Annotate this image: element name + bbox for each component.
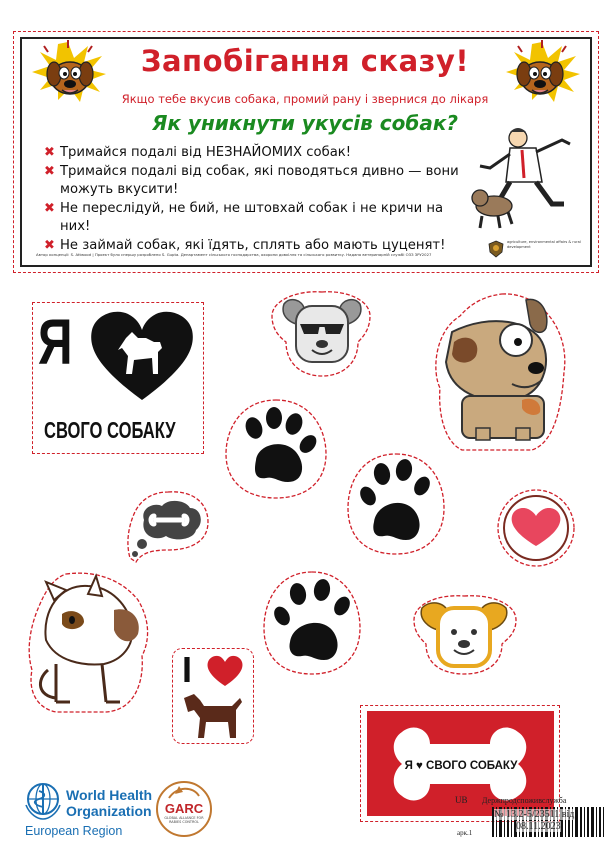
stamp-number: № 13.2-5/23511 від xyxy=(494,809,575,820)
who-name-line2: Organization xyxy=(66,803,152,819)
registration-stamp xyxy=(452,793,609,862)
cool-dog-sticker xyxy=(270,290,374,378)
bone-sticker-text: Я ♥ СВОГО СОБАКУ xyxy=(404,760,518,772)
bull-terrier-sticker xyxy=(26,570,152,714)
paw-print-sticker xyxy=(224,398,328,500)
thought-bubble-bone-sticker xyxy=(124,488,210,566)
cross-icon: ✖ xyxy=(44,164,55,179)
rules-list xyxy=(44,144,474,256)
garc-name: GARC xyxy=(164,801,204,816)
sticker-love-caption: СВОГО СОБАКУ xyxy=(44,417,176,443)
cartoon-dog-left-icon xyxy=(28,40,108,104)
garc-subtitle: GLOBAL ALLIANCE FOR RABIES CONTROL xyxy=(164,816,204,824)
heart-circle-sticker xyxy=(496,488,576,568)
poster-footnote: Автор концепції: S. Attwood | Проект було спершу розроблено S. Gupta. Департамент сільського господарства, охорони довкілля та сільського розвитку. Надано ветеринарній службі ОЗЗ ЗРУ2027 xyxy=(36,252,432,257)
sticker-letter-i: I xyxy=(182,649,193,690)
cartoon-dog-sticker xyxy=(432,292,572,454)
man-chased-by-dog-icon xyxy=(466,118,586,236)
rule-item: ✖ Не займай собак, які їдять, сплять або мають цуценят! xyxy=(44,238,446,253)
who-emblem-icon xyxy=(22,781,64,821)
sticker-letter-ya: Я xyxy=(38,306,73,378)
stamp-code: UB xyxy=(455,795,468,805)
cross-icon: ✖ xyxy=(44,238,55,253)
stamp-sheet: арк.1 xyxy=(457,829,473,837)
coat-of-arms-icon xyxy=(488,240,504,258)
rule-item: ✖ Тримайся подалі від НЕЗНАЙОМИХ собак! xyxy=(44,145,352,160)
yellow-dog-face-sticker xyxy=(412,594,518,676)
stamp-service: Держпродспоживслужба xyxy=(482,796,567,805)
who-name-line1: World Health xyxy=(66,787,153,803)
paw-print-sticker xyxy=(262,570,362,676)
poster-subtitle: Якщо тебе вкусив собака, промий рану і звернися до лікаря xyxy=(121,92,489,106)
poster-heading: Як уникнути укусів собак? xyxy=(151,111,458,135)
heart-with-dog-icon xyxy=(88,308,196,402)
cartoon-dog-right-icon xyxy=(502,40,582,104)
stamp-date: 08.11.2023 xyxy=(516,821,561,832)
red-heart-icon xyxy=(206,654,244,688)
who-region: European Region xyxy=(25,824,123,838)
department-logo: agriculture, environmental affairs & rural development xyxy=(488,240,588,262)
paw-print-sticker xyxy=(346,452,446,556)
cross-icon: ✖ xyxy=(44,145,55,160)
rule-item: ✖ Не переслідуй, не бий, не штовхай собак і не кричи на них! xyxy=(44,201,444,234)
rule-item: ✖ Тримайся подалі від собак, які поводяться дивно — вони можуть вкусити! xyxy=(44,164,459,197)
cross-icon: ✖ xyxy=(44,201,55,216)
poster-title: Запобігання сказу! xyxy=(140,44,470,78)
brown-dog-icon xyxy=(180,692,246,740)
